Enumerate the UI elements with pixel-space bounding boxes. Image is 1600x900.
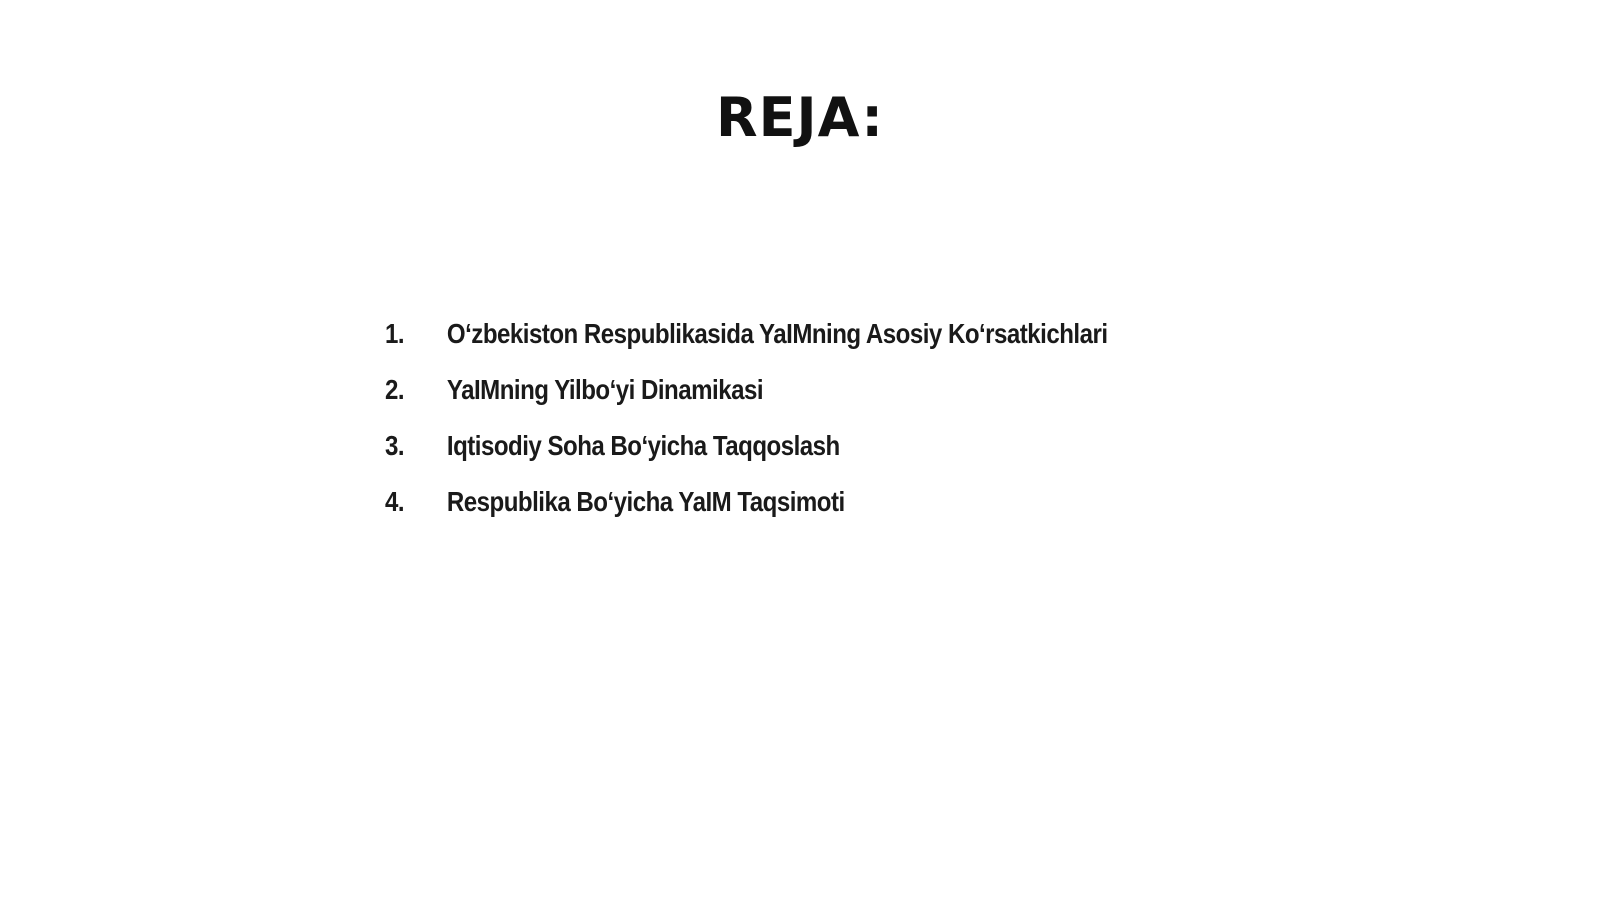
plan-item-4 [385, 486, 1107, 542]
plan-item-text: YaIMning Yilbo‘yi Dinamikasi [446, 374, 763, 405]
slide-title: REJA: [716, 86, 884, 149]
plan-item-number: 3. [385, 430, 405, 461]
plan-item-text: O‘zbekiston Respublikasida YaIMning Asosiy Ko‘rsatkichlari [446, 318, 1108, 349]
plan-list [385, 318, 1225, 542]
plan-item-number: 1. [385, 318, 405, 349]
plan-item-text: Respublika Bo‘yicha YaIM Taqsimoti [446, 486, 845, 517]
plan-item-text: Iqtisodiy Soha Bo‘yicha Taqqoslash [446, 430, 840, 461]
plan-item-1 [385, 318, 1107, 374]
plan-item-2 [385, 374, 1107, 430]
plan-item-number: 4. [385, 486, 405, 517]
plan-item-number: 2. [385, 374, 405, 405]
plan-item-3 [385, 430, 1107, 486]
